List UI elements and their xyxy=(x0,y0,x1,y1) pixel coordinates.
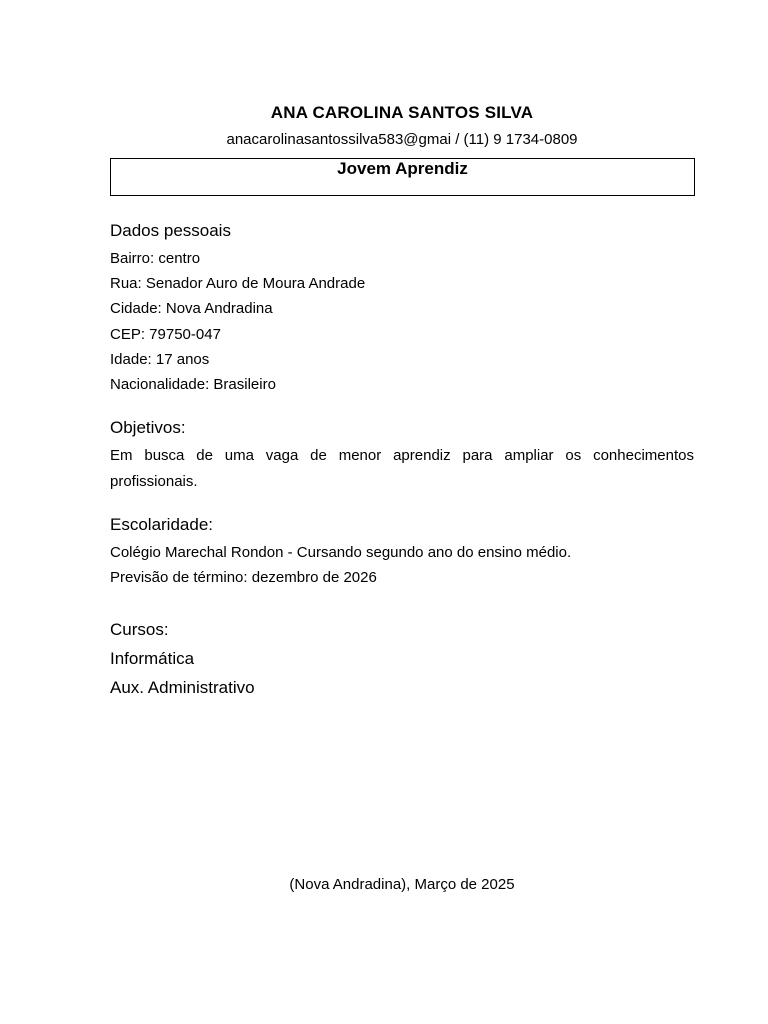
role-box xyxy=(110,158,695,196)
course-item-administrativo: Aux. Administrativo xyxy=(110,678,255,697)
personal-line-city: Cidade: Nova Andradina xyxy=(110,300,273,317)
courses-section-title: Cursos: xyxy=(110,620,169,639)
personal-line-street: Rua: Senador Auro de Moura Andrade xyxy=(110,275,366,292)
education-line-graduation: Previsão de término: dezembro de 2026 xyxy=(110,569,377,586)
personal-line-zip: CEP: 79750-047 xyxy=(110,326,221,343)
objectives-text: Em busca de uma vaga de menor aprendiz para ampliar os conhecimentos profissionais. xyxy=(110,447,694,490)
contact-info: anacarolinasantossilva583@gmai / (11) 9 1734-0809 xyxy=(226,131,578,148)
personal-line-age: Idade: 17 anos xyxy=(110,351,210,368)
course-item-informatica: Informática xyxy=(110,649,195,668)
candidate-name: ANA CAROLINA SANTOS SILVA xyxy=(270,103,534,122)
education-line-school: Colégio Marechal Rondon - Cursando segundo ano do ensino médio. xyxy=(110,544,572,561)
personal-line-neighborhood: Bairro: centro xyxy=(110,250,201,267)
role-title: Jovem Aprendiz xyxy=(337,159,468,178)
personal-section-title: Dados pessoais xyxy=(110,221,231,240)
place-and-date: (Nova Andradina), Março de 2025 xyxy=(289,876,515,893)
education-section-title: Escolaridade: xyxy=(110,515,214,534)
objectives-section-title: Objetivos: xyxy=(110,418,186,437)
personal-line-nationality: Nacionalidade: Brasileiro xyxy=(110,376,276,393)
